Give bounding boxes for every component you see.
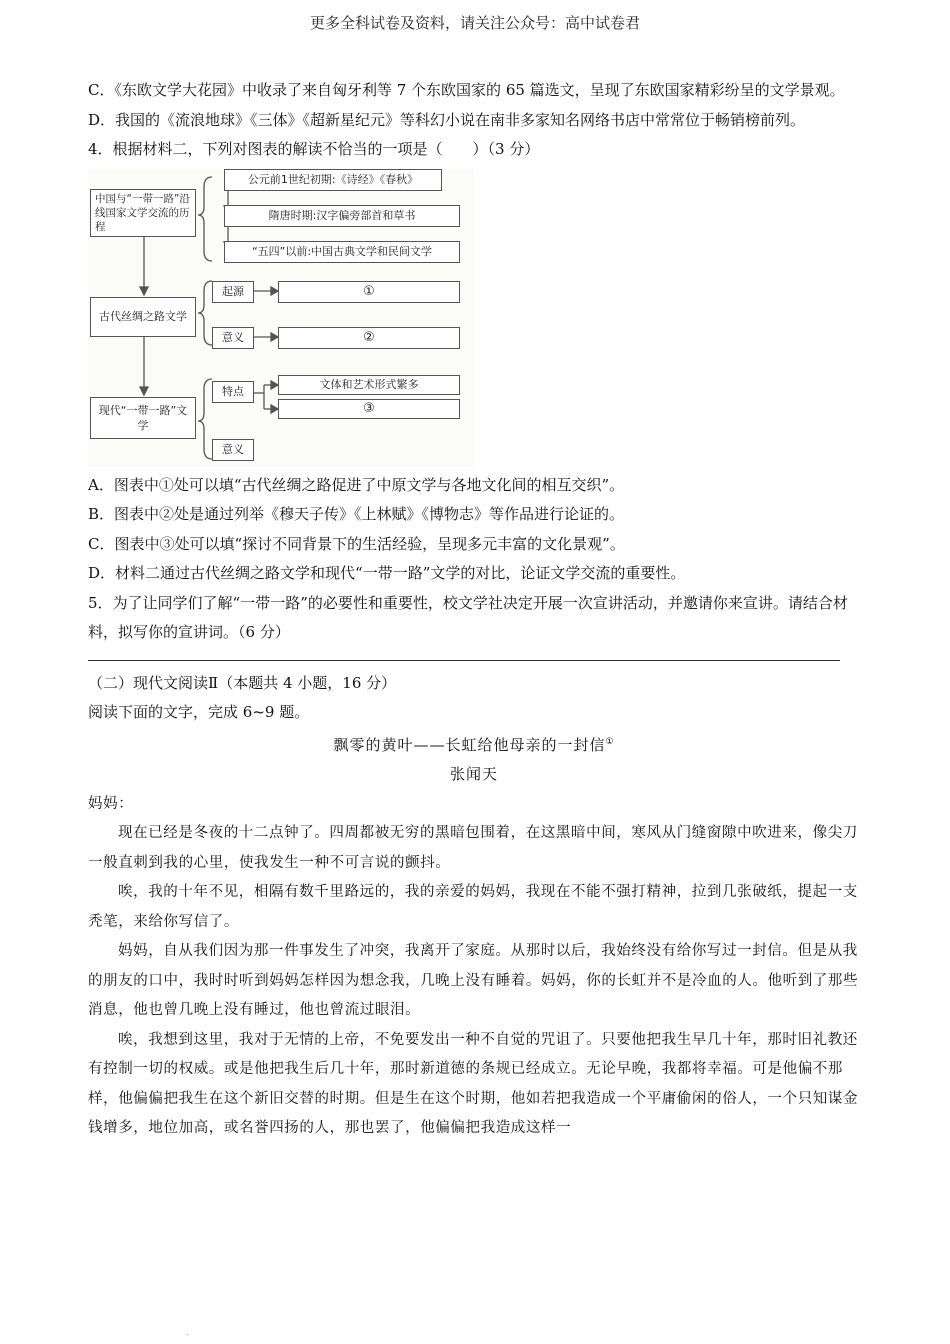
label-significance-ancient: 意义	[212, 327, 254, 349]
option-b-q4: B．图表中②处是通过列举《穆天子传》《上林赋》《博物志》等作品进行论证的。	[88, 505, 625, 523]
section-instruction: 阅读下面的文字，完成 6~9 题。	[88, 703, 310, 721]
option-a-q4: A．图表中①处可以填“古代丝绸之路促进了中原文学与各地文化间的相互交织”。	[88, 475, 625, 494]
question-4-stem: 4．根据材料二，下列对图表的解读不恰当的一项是（ ）（3 分）	[88, 140, 540, 158]
article-title	[88, 728, 860, 761]
answer-line	[88, 658, 840, 661]
history-item-1: 公元前1世纪初期:《诗经》《春秋》	[224, 169, 442, 191]
history-item-2: 隋唐时期:汉字偏旁部首和草书	[224, 205, 460, 227]
page-header: 更多全科试卷及资料，请关注公众号：高中试卷君	[309, 14, 640, 32]
question-5: 5．为了让同学们了解“一带一路”的必要性和重要性，校文学社决定开展一次宣讲活动，并邀请你来宣讲。请结合材料，拟写你的宣讲词。（6 分）	[88, 593, 848, 641]
option-d-q3: D．我国的《流浪地球》《三体》《超新星纪元》等科幻小说在南非多家知名网络书店中常常位于畅销榜前列。	[88, 110, 806, 129]
option-d-q4: D．材料二通过古代丝绸之路文学和现代“一带一路”文学的对比，论证文学交流的重要性。	[88, 564, 686, 582]
article-author: 张闻天	[449, 765, 498, 783]
node-ancient-silk-road: 古代丝绸之路文学	[90, 297, 196, 337]
section-title: （二）现代文阅读Ⅱ（本题共 4 小题，16 分）	[88, 673, 397, 692]
page-mark: .	[186, 1328, 189, 1337]
blank-1: ①	[278, 281, 460, 303]
paragraph-1: 现在已经是冬夜的十二点钟了。四周都被无穷的黑暗包围着，在这黑暗中间，寒风从门缝窗隙中吹进来，像尖刀一般直刺到我的心里，使我发生一种不可言说的颤抖。	[88, 825, 858, 871]
flowchart-diagram	[88, 169, 474, 467]
paragraph-2: 唉，我的十年不见，相隔有数千里路远的，我的亲爱的妈妈，我现在不能不强打精神，拉到几张破纸，提起一支秃笔，来给你写信了。	[88, 884, 858, 930]
paragraph-4: 唉，我想到这里，我对于无情的上帝，不免要发出一种不自觉的咒诅了。只要他把我生早几十年，那时旧礼教还有控制一切的权威。或是他把我生后几十年，那时新道德的条规已经成立。无论早晚，我都将幸福。可是他偏不那样，他偏偏把我生在这个新旧交替的时期。但是生在这个时期，他如若把我造成一个平庸偷闲的俗人，一个只知谋金钱增多，地位加高，或名誉四扬的人，那也罢了，他偏偏把我造成这样一	[88, 1031, 859, 1136]
feature-forms: 文体和艺术形式繁多	[278, 375, 460, 395]
label-features: 特点	[212, 381, 254, 403]
label-origin: 起源	[212, 281, 254, 303]
node-history-exchange: 中国与“一带一路”沿线国家文学交流的历程	[90, 189, 196, 237]
blank-3: ③	[278, 399, 460, 419]
option-c-q3: C．《东欧文学大花园》中收录了来自匈牙利等 7 个东欧国家的 65 篇选文，呈现了东欧国家精彩纷呈的文学景观。	[88, 81, 845, 99]
footnote-mark: ①	[605, 736, 615, 747]
option-c-q4: C．图表中③处可以填“探讨不同背景下的生活经验，呈现多元丰富的文化景观”。	[88, 534, 625, 553]
salutation: 妈妈：	[88, 795, 134, 812]
label-significance-modern: 意义	[212, 439, 254, 461]
paragraph-3: 妈妈，自从我们因为那一件事发生了冲突，我离开了家庭。从那时以后，我始终没有给你写过一封信。但是从我的朋友的口中，我时时听到妈妈怎样因为想念我，几晚上没有睡着。妈妈，你的长虹并不是冷血的人。他听到了那些消息，他也曾几晚上没有睡过，他也曾流过眼泪。	[88, 943, 859, 1018]
article-body	[88, 790, 860, 1144]
article-title-text: 飘零的黄叶——长虹给他母亲的一封信	[333, 735, 606, 754]
page-content	[88, 76, 860, 1144]
node-modern-belt-road: 现代“一带一路”文学	[90, 397, 196, 439]
blank-2: ②	[278, 327, 460, 349]
history-item-3: “五四”以前:中国古典文学和民间文学	[224, 241, 460, 263]
